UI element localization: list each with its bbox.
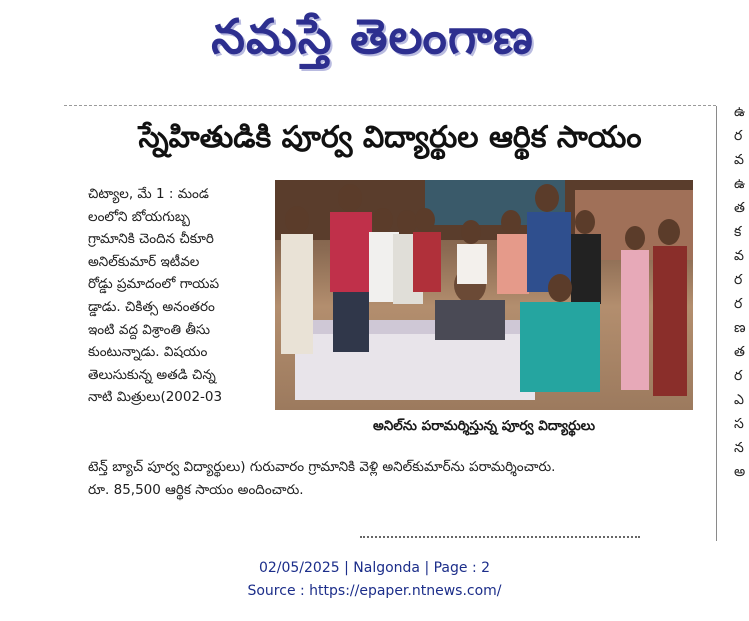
fragment-line: న — [734, 440, 744, 456]
fragment-line: ర — [734, 272, 743, 288]
body-line: తెలుసుకున్న అతడి చిన్న — [88, 366, 216, 383]
body-line: గ్రామానికి చెందిన చీకూరి — [88, 231, 214, 248]
adjacent-column-fragment — [734, 100, 749, 484]
newspaper-masthead: నమస్తే తెలంగాణ — [211, 9, 534, 65]
fragment-line: ర — [734, 296, 743, 312]
body-line: టెన్త్ బ్యాచ్ పూర్వ విద్యార్థులు) గురువారం గ్రామానికి వెళ్లి అనిల్‌కుమార్‌ను పరామర్శించారు. — [88, 459, 556, 475]
fragment-line: ఉ — [734, 176, 746, 192]
body-line: రోడ్డు ప్రమాదంలో గాయప — [88, 276, 220, 293]
body-line: లంలోని బోయగుబ్బ — [88, 208, 190, 225]
fragment-line: క — [734, 224, 742, 240]
edition-info: 02/05/2025 | Nalgonda | Page : 2 — [258, 560, 491, 576]
article-body-continued — [88, 456, 708, 501]
body-line: ఇంటి వద్ద విశ్రాంతి తీసు — [88, 321, 211, 338]
fragment-line: ఎ — [734, 392, 744, 408]
fragment-line: ర — [734, 368, 743, 384]
body-line: నాటి మిత్రులు(2002-03 — [88, 389, 223, 406]
fragment-line: వ — [734, 152, 744, 168]
photo-illustration — [275, 180, 693, 410]
fragment-line: ఉ — [734, 104, 746, 120]
cut-off-next-headline — [360, 536, 640, 546]
article-photo — [275, 180, 693, 410]
fragment-line: త — [734, 344, 745, 360]
body-line: అనిల్‌కుమార్ ఇటీవల — [88, 253, 200, 270]
source-url: Source : https://epaper.ntnews.com/ — [247, 583, 502, 599]
fragment-line: స — [734, 416, 744, 432]
photo-caption: అనిల్‌ను పరామర్శిస్తున్న పూర్వ విద్యార్థులు — [372, 418, 596, 434]
fragment-line: వ — [734, 248, 744, 264]
fragment-line: త — [734, 200, 745, 216]
fragment-line: అ — [734, 464, 746, 480]
body-line: కుంటున్నాడు. విషయం — [88, 344, 208, 361]
fragment-line: ణ — [734, 320, 746, 336]
article-headline: స్నేహితుడికి పూర్వ విద్యార్థుల ఆర్థిక సాయం — [138, 120, 642, 155]
body-line: చిట్యాల, మే 1 : మండ — [88, 186, 209, 202]
fragment-line: ర — [734, 128, 743, 144]
top-divider — [64, 105, 716, 106]
body-line: డ్డాడు. చికిత్స అనంతరం — [88, 298, 215, 315]
article-body — [88, 183, 268, 409]
column-rule — [716, 106, 717, 541]
body-line: రూ. 85,500 ఆర్థిక సాయం అందించారు. — [88, 481, 304, 498]
